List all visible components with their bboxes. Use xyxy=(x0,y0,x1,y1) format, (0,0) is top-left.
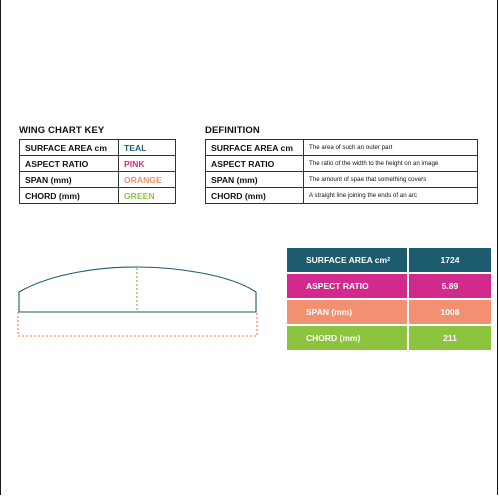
definition-label: CHORD (mm) xyxy=(206,188,304,204)
key-row xyxy=(20,188,176,204)
spec-label-text: SPAN (mm) xyxy=(306,307,353,317)
spec-label xyxy=(287,248,407,272)
spec-label xyxy=(287,326,407,350)
span-line xyxy=(18,312,257,336)
key-label: SURFACE AREA cm xyxy=(20,140,119,156)
definition-text: A straight line joining the ends of an arc xyxy=(304,188,478,204)
spec-value: 211 xyxy=(409,326,491,350)
wing-diagram xyxy=(14,262,264,340)
definition-text: The amount of spae that something covers xyxy=(304,172,478,188)
definition-row xyxy=(206,140,478,156)
spec-label-text: SURFACE AREA cm xyxy=(306,255,388,265)
spec-value: 1008 xyxy=(409,300,491,324)
key-color-name: PINK xyxy=(119,156,176,172)
spec-label-text: ASPECT RATIO xyxy=(306,281,369,291)
key-label: SPAN (mm) xyxy=(20,172,119,188)
spec-row xyxy=(287,248,492,272)
key-label: ASPECT RATIO xyxy=(20,156,119,172)
definition-label: ASPECT RATIO xyxy=(206,156,304,172)
spec-row xyxy=(287,326,492,350)
spec-row xyxy=(287,300,492,324)
definition-row xyxy=(206,172,478,188)
key-color-name: TEAL xyxy=(119,140,176,156)
key-row xyxy=(20,156,176,172)
definition-heading: DEFINITION xyxy=(205,125,260,136)
spec-value: 5.89 xyxy=(409,274,491,298)
key-color-name: GREEN xyxy=(119,188,176,204)
definition-text: The ratio of the width to the height on an image xyxy=(304,156,478,172)
definition-row xyxy=(206,188,478,204)
spec-row xyxy=(287,274,492,298)
key-row xyxy=(20,140,176,156)
spec-panel xyxy=(287,248,492,352)
spec-value: 1724 xyxy=(409,248,491,272)
spec-label xyxy=(287,274,407,298)
definition-row xyxy=(206,156,478,172)
key-color-name: ORANGE xyxy=(119,172,176,188)
definition-table xyxy=(205,139,478,204)
key-row xyxy=(20,172,176,188)
definition-text: The area of such an outer part xyxy=(304,140,478,156)
spec-label-text: CHORD (mm) xyxy=(306,333,361,343)
key-heading: WING CHART KEY xyxy=(19,125,105,136)
wing-chart-key-table xyxy=(19,139,176,204)
spec-label-superscript: 2 xyxy=(387,257,391,263)
key-label: CHORD (mm) xyxy=(20,188,119,204)
definition-label: SPAN (mm) xyxy=(206,172,304,188)
definition-label: SURFACE AREA cm xyxy=(206,140,304,156)
spec-label xyxy=(287,300,407,324)
